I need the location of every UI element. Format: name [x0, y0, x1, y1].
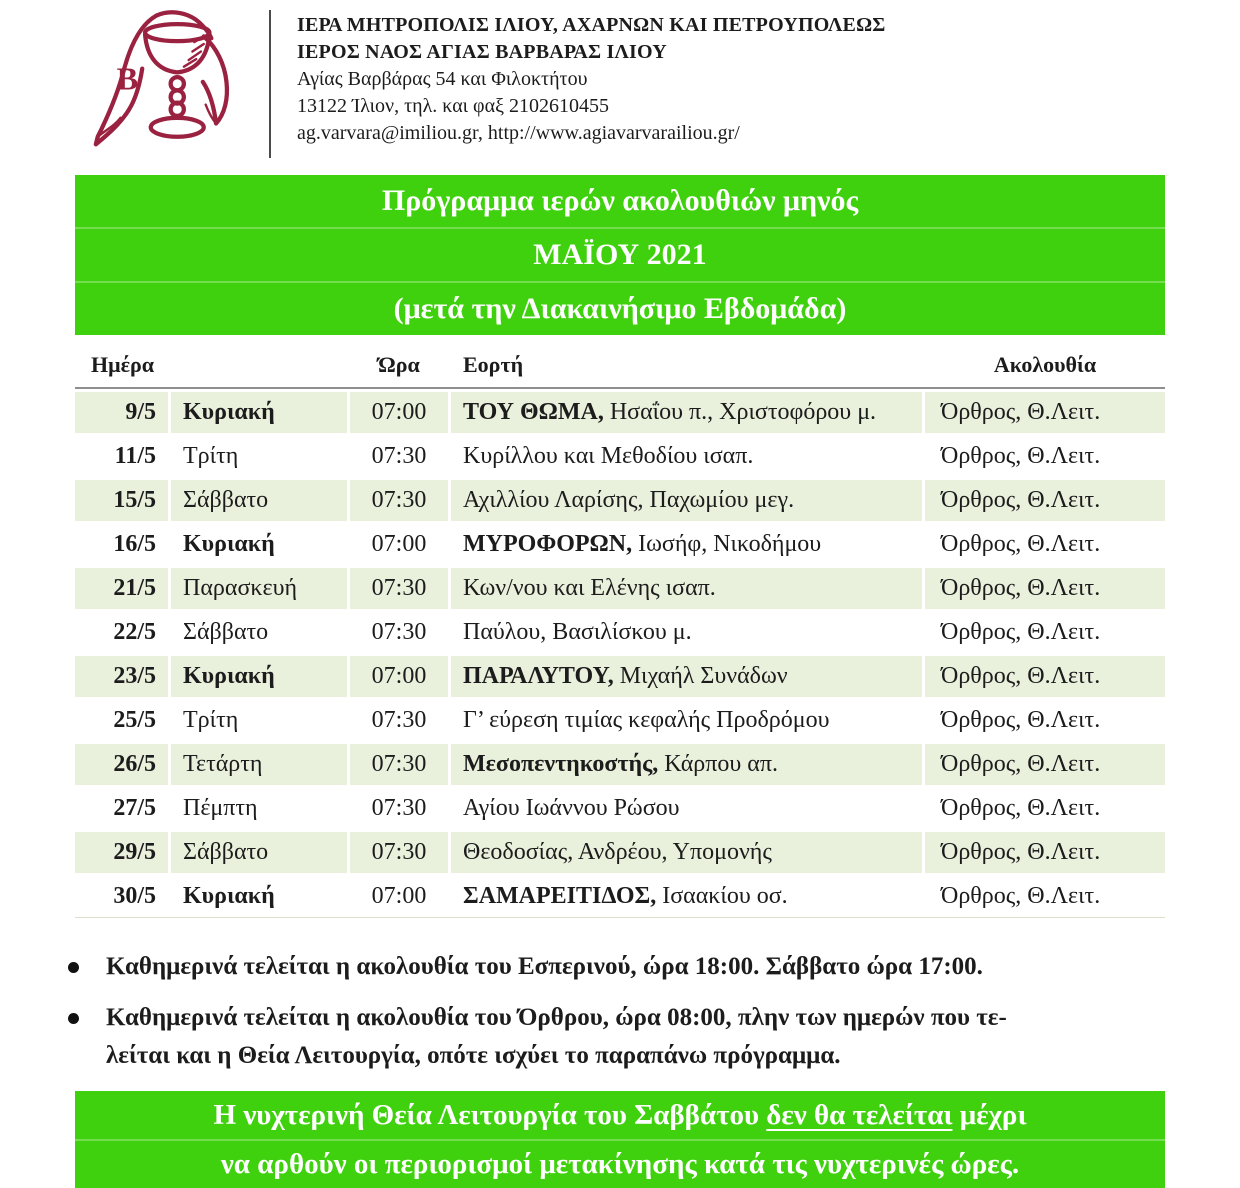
time-cell: 07:30	[350, 788, 448, 829]
date-cell: 23/5	[75, 656, 168, 697]
day-cell: Τρίτη	[171, 700, 347, 741]
note-text	[106, 948, 1165, 986]
bullet-icon	[66, 999, 106, 1075]
feast-cell	[451, 392, 922, 433]
notice-line-2: να αρθούν οι περιορισμοί μετακίνησης κατά τις νυχτερινές ώρες.	[75, 1139, 1165, 1188]
service-cell: Όρθρος, Θ.Λειτ.	[925, 876, 1165, 917]
day-cell: Σάββατο	[171, 832, 347, 873]
feast-bold-text: ΤΟΥ ΘΩΜΑ,	[463, 399, 604, 425]
table-row	[75, 876, 1165, 917]
service-cell: Όρθρος, Θ.Λειτ.	[925, 392, 1165, 433]
service-cell: Όρθρος, Θ.Λειτ.	[925, 436, 1165, 477]
header-time: Ώρα	[378, 352, 420, 377]
table-row	[75, 612, 1165, 653]
table-row	[75, 436, 1165, 477]
feast-cell	[451, 788, 922, 829]
date-cell: 22/5	[75, 612, 168, 653]
letterhead-divider	[269, 10, 271, 158]
date-cell: 21/5	[75, 568, 168, 609]
email-web-line: ag.varvara@imiliou.gr, http://www.agiavarvarailiou.gr/	[297, 122, 740, 144]
schedule-table	[75, 352, 1165, 918]
note-item	[66, 999, 1165, 1075]
date-cell: 9/5	[75, 392, 168, 433]
feast-cell	[451, 524, 922, 565]
day-cell: Παρασκευή	[171, 568, 347, 609]
table-row	[75, 744, 1165, 785]
bullet-icon	[66, 948, 106, 986]
table-row	[75, 832, 1165, 873]
date-cell: 26/5	[75, 744, 168, 785]
chalice-veil-icon	[85, 8, 243, 150]
day-cell: Τετάρτη	[171, 744, 347, 785]
table-row	[75, 788, 1165, 829]
note-text	[106, 999, 1165, 1075]
feast-cell	[451, 480, 922, 521]
title-line-2: ΜΑΪΟΥ 2021	[75, 227, 1165, 281]
service-cell: Όρθρος, Θ.Λειτ.	[925, 832, 1165, 873]
phone-line: 13122 Ίλιον, τηλ. και φαξ 2102610455	[297, 95, 609, 117]
day-cell: Σάββατο	[171, 480, 347, 521]
table-row	[75, 656, 1165, 697]
service-cell: Όρθρος, Θ.Λειτ.	[925, 524, 1165, 565]
table-row	[75, 392, 1165, 433]
day-cell: Σάββατο	[171, 612, 347, 653]
underlined-phrase: δεν θα τελείται	[766, 1099, 953, 1131]
service-cell: Όρθρος, Θ.Λειτ.	[925, 480, 1165, 521]
feast-text: Κων/νου και Ελένης ισαπ.	[463, 575, 716, 601]
service-cell: Όρθρος, Θ.Λειτ.	[925, 788, 1165, 829]
table-row	[75, 700, 1165, 741]
feast-text: Κυρίλλου και Μεθοδίου ισαπ.	[463, 443, 754, 469]
table-row	[75, 524, 1165, 565]
title-line-3: (μετά την Διακαινήσιμο Εβδομάδα)	[75, 281, 1165, 335]
date-cell: 16/5	[75, 524, 168, 565]
date-cell: 11/5	[75, 436, 168, 477]
service-cell: Όρθρος, Θ.Λειτ.	[925, 744, 1165, 785]
time-cell: 07:00	[350, 656, 448, 697]
note-line: Καθημερινά τελείται η ακολουθία του Όρθρου, ώρα 08:00, πλην των ημερών που τε-	[106, 1004, 1007, 1031]
time-cell: 07:00	[350, 524, 448, 565]
feast-text: Παύλου, Βασιλίσκου μ.	[463, 619, 692, 645]
schedule-body	[75, 387, 1165, 918]
day-cell: Τρίτη	[171, 436, 347, 477]
date-cell: 30/5	[75, 876, 168, 917]
feast-text: Αχιλλίου Λαρίσης, Παχωμίου μεγ.	[463, 487, 795, 513]
time-cell: 07:30	[350, 612, 448, 653]
schedule-header	[75, 352, 1165, 387]
feast-cell	[451, 832, 922, 873]
day-cell: Κυριακή	[171, 392, 347, 433]
feast-cell	[451, 436, 922, 477]
service-cell: Όρθρος, Θ.Λειτ.	[925, 612, 1165, 653]
service-cell: Όρθρος, Θ.Λειτ.	[925, 656, 1165, 697]
feast-bold-text: ΣΑΜΑΡΕΙΤΙΔΟΣ,	[463, 883, 657, 909]
logo-monogram: B	[116, 60, 139, 97]
time-cell: 07:30	[350, 436, 448, 477]
notice-line-1-before: Η νυχτερινή Θεία Λειτουργία του Σαββάτου	[213, 1099, 767, 1131]
notice-line-1-after: μέχρι	[952, 1099, 1027, 1131]
feast-cell	[451, 700, 922, 741]
note-line: λείται και η Θεία Λειτουργία, οπότε ισχύει το παραπάνω πρόγραμμα.	[106, 1042, 841, 1069]
day-cell: Πέμπτη	[171, 788, 347, 829]
time-cell: 07:00	[350, 392, 448, 433]
table-row	[75, 568, 1165, 609]
feast-text: Θεοδοσίας, Ανδρέου, Υπομονής	[463, 839, 772, 865]
address-line: Αγίας Βαρβάρας 54 και Φιλοκτήτου	[297, 68, 588, 90]
time-cell: 07:30	[350, 832, 448, 873]
feast-text: Αγίου Ιωάννου Ρώσου	[463, 795, 680, 821]
date-cell: 25/5	[75, 700, 168, 741]
letterhead	[0, 0, 1240, 158]
title-banner	[75, 175, 1165, 335]
day-cell: Κυριακή	[171, 656, 347, 697]
date-cell: 29/5	[75, 832, 168, 873]
feast-text: Γ’ εύρεση τιμίας κεφαλής Προδρόμου	[463, 707, 830, 733]
note-line: Καθημερινά τελείται η ακολουθία του Εσπερινού, ώρα 18:00. Σάββατο ώρα 17:00.	[106, 953, 983, 980]
feast-cell	[451, 744, 922, 785]
bottom-banner	[75, 1091, 1165, 1188]
feast-text: Ησαΐου π., Χριστοφόρου μ.	[603, 399, 877, 425]
feast-cell	[451, 568, 922, 609]
header-day: Ημέρα	[91, 352, 155, 377]
feast-cell	[451, 876, 922, 917]
feast-bold-text: Μεσοπεντηκοστής,	[463, 751, 659, 777]
church-logo	[85, 8, 243, 150]
time-cell: 07:30	[350, 480, 448, 521]
header-feast: Εορτή	[463, 352, 524, 377]
feast-text: Κάρπου απ.	[658, 751, 778, 777]
feast-text: Ιωσήφ, Νικοδήμου	[632, 531, 822, 557]
header-service: Ακολουθία	[993, 352, 1097, 377]
date-cell: 27/5	[75, 788, 168, 829]
date-cell: 15/5	[75, 480, 168, 521]
time-cell: 07:30	[350, 700, 448, 741]
day-cell: Κυριακή	[171, 876, 347, 917]
time-cell: 07:00	[350, 876, 448, 917]
feast-bold-text: ΜΥΡΟΦΟΡΩΝ,	[463, 531, 633, 557]
service-cell: Όρθρος, Θ.Λειτ.	[925, 568, 1165, 609]
feast-text: Ισαακίου οσ.	[656, 883, 788, 909]
notice-line-1	[75, 1092, 1165, 1139]
feast-bold-text: ΠΑΡΑΛΥΤΟΥ,	[463, 663, 614, 689]
table-row	[75, 480, 1165, 521]
note-item	[66, 948, 1165, 986]
feast-text: Μιχαήλ Συνάδων	[613, 663, 788, 689]
time-cell: 07:30	[350, 568, 448, 609]
feast-cell	[451, 612, 922, 653]
letterhead-text	[297, 8, 886, 147]
feast-cell	[451, 656, 922, 697]
day-cell: Κυριακή	[171, 524, 347, 565]
time-cell: 07:30	[350, 744, 448, 785]
title-line-1: Πρόγραμμα ιερών ακολουθιών μηνός	[381, 184, 859, 217]
metropolis-line: ΙΕΡΑ ΜΗΤΡΟΠΟΛΙΣ ΙΛΙΟΥ, ΑΧΑΡΝΩΝ ΚΑΙ ΠΕΤΡΟΥΠΟΛΕΩΣ	[297, 14, 886, 36]
service-cell: Όρθρος, Θ.Λειτ.	[925, 700, 1165, 741]
notes-list	[66, 948, 1165, 1075]
parish-line: ΙΕΡΟΣ ΝΑΟΣ ΑΓΙΑΣ ΒΑΡΒΑΡΑΣ ΙΛΙΟΥ	[297, 41, 667, 63]
